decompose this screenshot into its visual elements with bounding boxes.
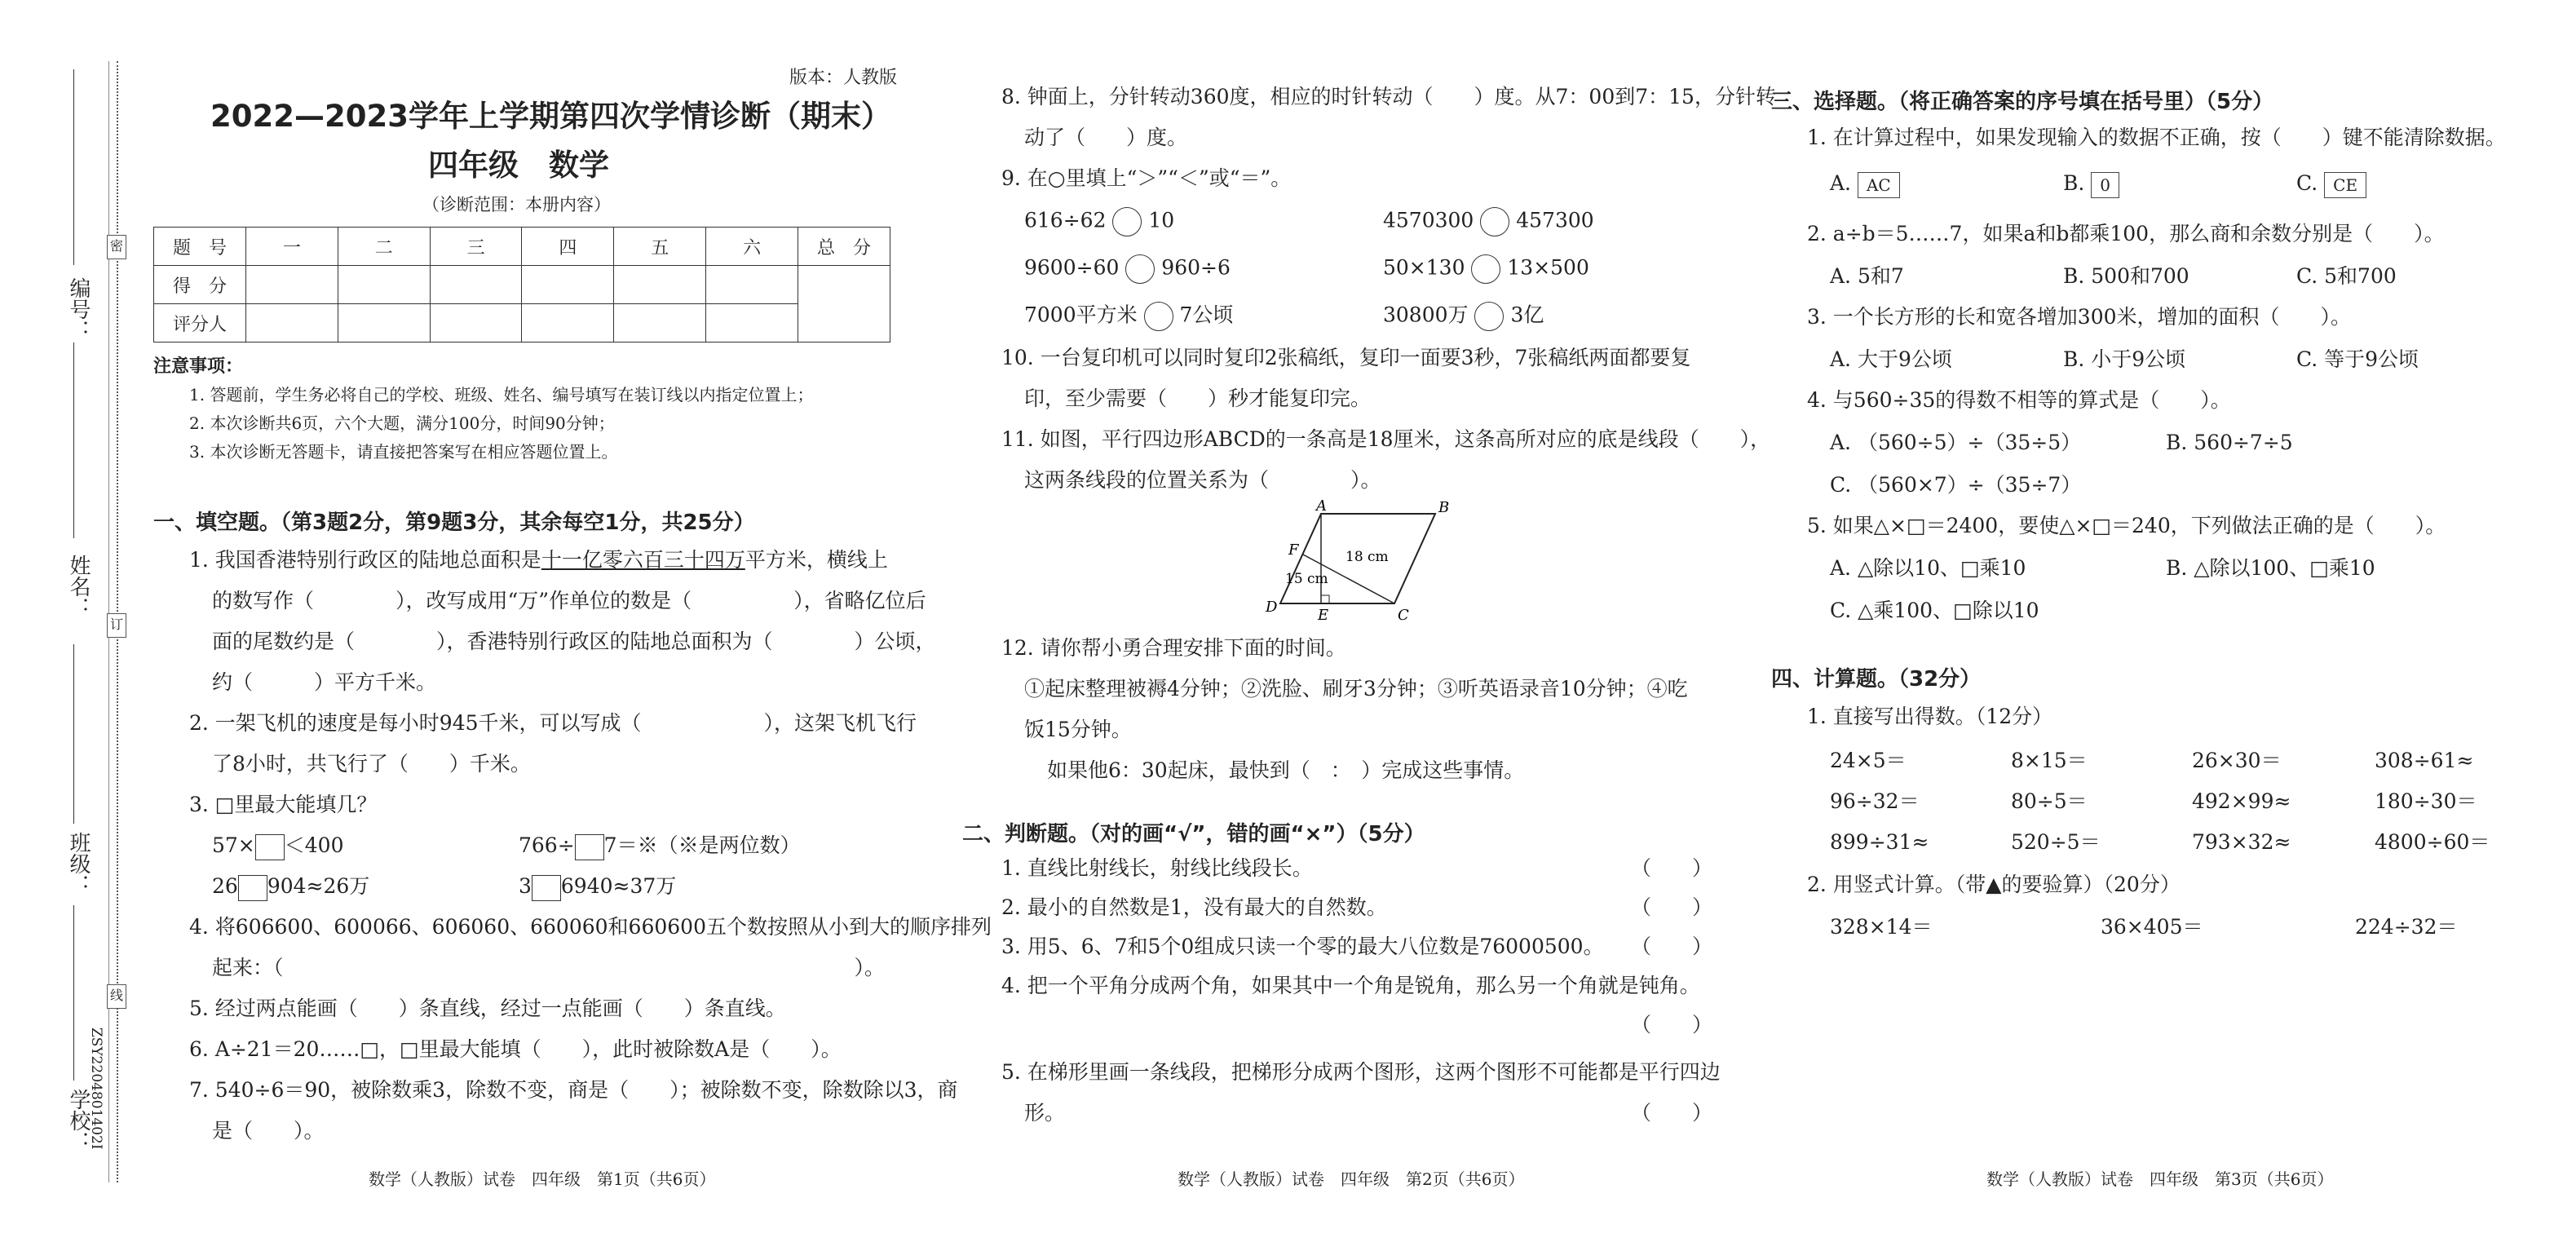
q3-text: 7＝※（※是两位数） xyxy=(603,833,801,857)
q1-line: 的数写作（ ），改写成用“万”作单位的数是（ ），省略亿位后 xyxy=(212,589,926,612)
vertex-b: B xyxy=(1438,499,1450,516)
field-school-line[interactable] xyxy=(73,905,74,1081)
vertical-calc-item: 328×14＝ xyxy=(1830,915,1933,939)
field-number-line[interactable] xyxy=(73,69,74,265)
q9-item xyxy=(1383,254,1589,284)
score-cell[interactable] xyxy=(246,266,338,304)
q3-item xyxy=(519,833,801,860)
q3-text: 3 xyxy=(519,874,532,898)
q9-item xyxy=(1383,302,1544,331)
exam-scope: （诊断范围：本册内容） xyxy=(422,195,611,214)
field-name-line[interactable] xyxy=(73,343,74,538)
label-school: 学校： xyxy=(66,1089,91,1152)
calc-item: 80÷5＝ xyxy=(2011,789,2088,813)
exam-title: 2022—2023学年上学期第四次学情诊断（期末） xyxy=(210,99,891,134)
question-5: 5. 经过两点能画（ ）条直线，经过一点能画（ ）条直线。 xyxy=(189,997,786,1020)
choice-option[interactable]: C. 等于9公顷 xyxy=(2296,347,2419,371)
q12-line: 饭15分钟。 xyxy=(1024,718,1132,741)
q9-item xyxy=(1024,207,1174,236)
calc-item: 26×30＝ xyxy=(2192,749,2282,772)
calc-item: 96÷32＝ xyxy=(1830,789,1920,813)
q2-line: 了8小时，共飞行了（ ）千米。 xyxy=(212,752,531,776)
question-7: 7. 540÷6＝90，被除数乘3，除数不变，商是（ ）；被除数不变，除数除以3，商 xyxy=(189,1078,958,1102)
field-class-line[interactable] xyxy=(73,644,74,824)
note-item: 3. 本次诊断无答题卡，请直接把答案写在相应答题位置上。 xyxy=(189,442,618,462)
choice-question: 3. 一个长方形的长和宽各增加300米，增加的面积（ ）。 xyxy=(1807,305,2352,329)
choice-option[interactable]: B. 560÷7÷5 xyxy=(2166,431,2293,454)
choice-option[interactable]: B. △除以100、□乘10 xyxy=(2166,556,2375,580)
calc-item: 899÷31≈ xyxy=(1830,830,1929,854)
score-table xyxy=(153,227,890,343)
q12-line: ①起床整理被褥4分钟；②洗脸、刷牙3分钟；③听英语录音10分钟；④吃 xyxy=(1024,677,1688,701)
score-header: 四 xyxy=(522,228,614,266)
choice-option[interactable]: A. 大于9公顷 xyxy=(1830,347,1952,371)
q9-left: 616÷62 xyxy=(1024,208,1107,232)
vertical-calc-item: 224÷32＝ xyxy=(2355,915,2458,939)
exam-subtitle: 四年级 数学 xyxy=(428,148,609,183)
version-label: 版本：人教版 xyxy=(789,68,898,88)
score-cell[interactable] xyxy=(522,266,614,304)
choice-option[interactable]: A. △除以10、□乘10 xyxy=(1830,556,2026,580)
vertical-calc-item: 36×405＝ xyxy=(2101,915,2203,939)
vertex-f: F xyxy=(1288,541,1299,559)
score-row-label: 评分人 xyxy=(154,304,246,343)
score-header: 六 xyxy=(706,228,798,266)
compare-circle[interactable] xyxy=(1474,302,1504,331)
label-class: 班级： xyxy=(66,832,91,895)
score-header: 题 号 xyxy=(154,228,246,266)
score-header: 五 xyxy=(614,228,706,266)
q9-left: 30800万 xyxy=(1383,303,1469,327)
choice-question: 5. 如果△×□＝2400，要使△×□＝240，下列做法正确的是（ ）。 xyxy=(1807,514,2446,537)
answer-box[interactable] xyxy=(575,834,604,860)
answer-box[interactable] xyxy=(238,875,267,901)
calc-item: 180÷30＝ xyxy=(2375,789,2477,813)
question-2: 2. 一架飞机的速度是每小时945千米，可以写成（ ），这架飞机飞行 xyxy=(189,711,917,735)
answer-box[interactable] xyxy=(255,834,285,860)
option-letter: A. xyxy=(1830,171,1852,195)
score-header: 总 分 xyxy=(798,228,890,266)
q3-text: ＜400 xyxy=(284,833,344,857)
q9-left: 7000平方米 xyxy=(1024,303,1138,327)
calc-item: 8×15＝ xyxy=(2011,749,2088,772)
compare-circle[interactable] xyxy=(1144,302,1173,331)
calc-item: 24×5＝ xyxy=(1830,749,1907,772)
choice-question: 2. a÷b＝5……7，如果a和b都乘100，那么商和余数分别是（ ）。 xyxy=(1807,222,2445,245)
q1-text: 平方米，横线上 xyxy=(745,548,888,572)
vertex-c: C xyxy=(1398,607,1409,624)
question-3: 3. □里最大能填几？ xyxy=(189,793,378,816)
key-ce: CE xyxy=(2324,172,2366,198)
q9-right: 7公顷 xyxy=(1179,303,1234,327)
calc-item: 520÷5＝ xyxy=(2011,830,2101,854)
judge-item-cont: 形。 xyxy=(1024,1101,1066,1125)
calc2-title: 2. 用竖式计算。（带▲的要验算）（20分） xyxy=(1807,873,2181,896)
option-letter: B. xyxy=(2063,171,2085,195)
label-15cm: 15 cm xyxy=(1285,571,1328,587)
question-11: 11. 如图，平行四边形ABCD的一条高是18厘米，这条高所对应的底是线段（ ）， xyxy=(1001,427,1771,451)
choice-option[interactable]: A. 5和7 xyxy=(1830,264,1904,288)
score-cell[interactable] xyxy=(338,266,430,304)
score-row-label: 得 分 xyxy=(154,266,246,304)
judge-answer-paren[interactable]: （ ） xyxy=(1631,1101,1713,1125)
vertex-a: A xyxy=(1316,497,1327,515)
q9-right: 3亿 xyxy=(1510,303,1544,327)
q9-left: 50×130 xyxy=(1383,255,1465,280)
q1-underlined-number: 十一亿零六百三十四万 xyxy=(541,548,745,572)
choice-question: 1. 在计算过程中，如果发现输入的数据不正确，按（ ）键不能清除数据。 xyxy=(1807,126,2506,149)
section-3-heading: 三、选择题。（将正确答案的序号填在括号里）（5分） xyxy=(1771,90,2274,114)
q9-item xyxy=(1383,207,1594,236)
parallelogram-figure xyxy=(1248,497,1460,628)
question-9: 9. 在○里填上“＞”“＜”或“＝”。 xyxy=(1001,166,1292,190)
judge-item: 2. 最小的自然数是1，没有最大的自然数。 xyxy=(1001,895,1387,919)
choice-option[interactable]: A. （560÷5）÷（35÷5） xyxy=(1830,431,2082,454)
score-header: 二 xyxy=(338,228,430,266)
choice-option[interactable]: B. 500和700 xyxy=(2063,264,2189,288)
grader-cell[interactable] xyxy=(706,304,798,343)
judge-item: 3. 用5、6、7和5个0组成只读一个零的最大八位数是76000500。 xyxy=(1001,935,1604,958)
note-item: 2. 本次诊断共6页，六个大题，满分100分，时间90分钟； xyxy=(189,413,615,433)
q11-line: 这两条线段的位置关系为（ ）。 xyxy=(1024,468,1381,492)
choice-option[interactable]: B. 小于9公顷 xyxy=(2063,347,2186,371)
page-footer: 数学（人教版）试卷 四年级 第2页（共6页） xyxy=(1178,1169,1525,1189)
label-number: 编号： xyxy=(66,277,91,341)
q1-line: 面的尾数约是（ ），香港特别行政区的陆地总面积为（ ）公顷， xyxy=(212,630,936,653)
judge-item: 5. 在梯形里画一条线段，把梯形分成两个图形，这两个图形不可能都是平行四边 xyxy=(1001,1060,1721,1084)
calc-item: 308÷61≈ xyxy=(2375,749,2474,772)
score-cell[interactable] xyxy=(430,266,522,304)
section-2-heading: 二、判断题。（对的画“√”，错的画“×”）（5分） xyxy=(962,822,1425,846)
choice-option[interactable] xyxy=(1830,171,1900,198)
compare-circle[interactable] xyxy=(1125,254,1155,284)
q3-item xyxy=(212,833,343,860)
page-footer: 数学（人教版）试卷 四年级 第3页（共6页） xyxy=(1986,1169,2334,1189)
calc-item: 4800÷60＝ xyxy=(2375,830,2490,854)
calc-item: 492×99≈ xyxy=(2192,789,2291,813)
question-6: 6. A÷21＝20……□，□里最大能填（ ），此时被除数A是（ ）。 xyxy=(189,1037,842,1061)
answer-box[interactable] xyxy=(532,875,561,901)
seal-char-xian: 线 xyxy=(107,984,126,1009)
score-header: 三 xyxy=(430,228,522,266)
note-item: 1. 答题前，学生务必将自己的学校、班级、姓名、编号填写在装订线以内指定位置上； xyxy=(189,385,814,404)
compare-circle[interactable] xyxy=(1112,207,1142,236)
compare-circle[interactable] xyxy=(1480,207,1509,236)
question-12: 12. 请你帮小勇合理安排下面的时间。 xyxy=(1001,636,1346,660)
seal-char-ding: 订 xyxy=(107,613,126,638)
q9-left: 4570300 xyxy=(1383,208,1474,232)
grader-cell[interactable] xyxy=(338,304,430,343)
calc1-title: 1. 直接写出得数。（12分） xyxy=(1807,705,2053,728)
judge-item: 1. 直线比射线长，射线比线段长。 xyxy=(1001,856,1313,880)
judge-answer-paren[interactable]: （ ） xyxy=(1631,856,1713,880)
question-1 xyxy=(189,548,888,572)
score-cell[interactable] xyxy=(706,266,798,304)
total-score-cell[interactable] xyxy=(798,266,890,343)
question-4: 4. 将606600、600066、606060、660060和660600五个数按照从小到大的顺序排列 xyxy=(189,915,992,939)
question-8: 8. 钟面上，分针转动360度，相应的时针转动（ ）度。从7：00到7：15，分针转 xyxy=(1001,85,1776,108)
choice-option[interactable]: C. △乘100、□除以10 xyxy=(1830,599,2039,622)
option-letter: C. xyxy=(2296,171,2318,195)
section-1-heading: 一、填空题。（第3题2分，第9题3分，其余每空1分，共25分） xyxy=(153,511,755,535)
choice-option[interactable]: C. （560×7）÷（35÷7） xyxy=(1830,473,2082,497)
q3-item xyxy=(212,874,369,901)
q9-item xyxy=(1024,254,1231,284)
judge-answer-paren[interactable]: （ ） xyxy=(1631,895,1713,919)
notes-title: 注意事项： xyxy=(153,356,244,377)
grader-cell[interactable] xyxy=(522,304,614,343)
score-cell[interactable] xyxy=(614,266,706,304)
q9-item xyxy=(1024,302,1233,331)
choice-option[interactable] xyxy=(2296,171,2366,198)
label-name: 姓名： xyxy=(66,555,91,618)
q12-line: 如果他6：30起床，最快到（ ： ）完成这些事情。 xyxy=(1047,758,1525,782)
vertex-d: D xyxy=(1266,599,1278,616)
q3-text: 57× xyxy=(212,833,255,857)
q9-left: 9600÷60 xyxy=(1024,255,1120,280)
question-10: 10. 一台复印机可以同时复印2张稿纸，复印一面要3秒，7张稿纸两面都要复 xyxy=(1001,346,1691,369)
q9-right: 960÷6 xyxy=(1161,255,1231,280)
grader-cell[interactable] xyxy=(614,304,706,343)
key-0: 0 xyxy=(2091,172,2119,198)
q3-text: 766÷ xyxy=(519,833,575,857)
q4-line: 起来：（ ）。 xyxy=(212,956,886,979)
q3-text: 6940≈37万 xyxy=(560,874,677,898)
right-angle-mark xyxy=(1321,595,1329,603)
compare-circle[interactable] xyxy=(1471,254,1500,284)
grader-cell[interactable] xyxy=(246,304,338,343)
q9-right: 457300 xyxy=(1516,208,1594,232)
score-header: 一 xyxy=(246,228,338,266)
choice-option[interactable]: C. 5和700 xyxy=(2296,264,2397,288)
choice-option[interactable] xyxy=(2063,171,2119,198)
q10-line: 印，至少需要（ ）秒才能复印完。 xyxy=(1024,387,1372,410)
grader-cell[interactable] xyxy=(430,304,522,343)
q1-line: 约（ ）平方千米。 xyxy=(212,670,437,694)
judge-answer-paren[interactable]: （ ） xyxy=(1631,1013,1713,1036)
section-4-heading: 四、计算题。（32分） xyxy=(1771,667,1982,692)
q3-item xyxy=(519,874,676,901)
q1-text: 1. 我国香港特别行政区的陆地总面积是 xyxy=(189,548,541,572)
seal-char-mi: 密 xyxy=(107,235,126,259)
page-footer: 数学（人教版）试卷 四年级 第1页（共6页） xyxy=(369,1169,716,1189)
judge-answer-paren[interactable]: （ ） xyxy=(1631,935,1713,958)
q3-text: 904≈26万 xyxy=(267,874,370,898)
q8-line: 动了（ ）度。 xyxy=(1024,126,1188,149)
calc-item: 793×32≈ xyxy=(2192,830,2291,854)
label-18cm: 18 cm xyxy=(1345,549,1389,565)
q3-text: 26 xyxy=(212,874,238,898)
key-ac: AC xyxy=(1858,172,1900,198)
q7-line: 是（ ）。 xyxy=(212,1119,325,1143)
judge-item: 4. 把一个平角分成两个角，如果其中一个角是锐角，那么另一个角就是钝角。 xyxy=(1001,974,1700,997)
q9-right: 10 xyxy=(1148,208,1175,232)
q9-right: 13×500 xyxy=(1507,255,1589,280)
vertex-e: E xyxy=(1318,607,1329,624)
serial-number: ZSY2204801402I xyxy=(88,1028,104,1150)
choice-question: 4. 与560÷35的得数不相等的算式是（ ）。 xyxy=(1807,388,2231,412)
